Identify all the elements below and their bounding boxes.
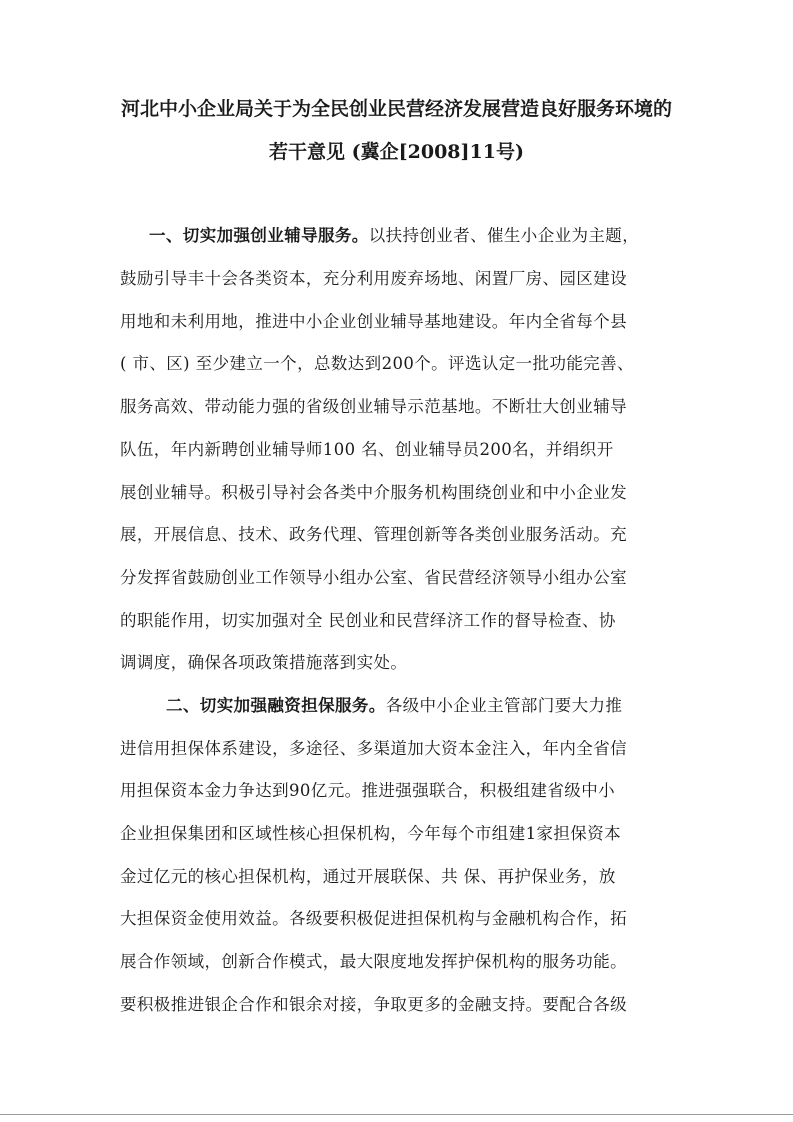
paragraph-line: 分发挥省鼓励创业工作领导小组办公室、省民营经济领导小组办公室 [120,568,627,587]
section-2-heading: 二、切实加强融资担保服务。 [166,696,386,715]
document-title-line-1: 河北中小企业局关于为全民创业民营经济发展营造良好服务环境的 [120,98,672,120]
paragraph-line: 展，开展信息、技术、政务代理、管理创新等各类创业服务活动。充 [120,525,627,544]
section-1-first-line [149,224,680,248]
page-bottom-divider [0,1114,793,1115]
paragraph-line: 要积极推进银企合作和银余对接，争取更多的金融支持。要配合各级 [120,995,627,1014]
paragraph-line: 服务高效、带动能力强的省级创业辅导示范基地。不断壮大创业辅导 [120,397,627,416]
paragraph-line: 鼓励引导丰十会各类资本，充分利用废弃场地、闲置厂房、园区建设 [120,269,627,288]
paragraph-line: 队伍，年内新聘创业辅导师100 名、创业辅导员200名，并绢织开 [120,440,614,459]
paragraph-line: 用地和未利用地，推进中小企业创业辅导基地建设。年内全省每个县 [120,312,627,331]
paragraph-line: 展合作领域，创新合作模式，最大限度地发挥护保机构的服务功能。 [120,952,627,971]
paragraph-line: 的职能作用，切实加强对全 民创业和民营绎济工作的督导检查、协 [120,611,616,630]
paragraph-line: 大担保资金使用效益。各级要积极促进担保机构与金融机构合作，拓 [120,909,627,928]
paragraph-line: 用担保资本金力争达到90亿元。推进强强联合，积极组建省级中小 [120,781,615,800]
paragraph-line: 企业担保集团和区域性核心担保机构，今年每个市组建1家担保资本 [120,824,621,843]
document-title-line-2: 若干意见 (冀企[2008]11号) [269,141,524,163]
paragraph-text: 以扶持创业者、催生小企业为主题， [368,226,640,245]
section-1-heading: 一、切实加强创业辅导服务。 [149,226,369,245]
paragraph-line: 进信用担保体系建设，多途径、多渠道加大资本金注入，年内全省信 [120,739,627,758]
paragraph-text: 各级中小企业主管部门要大力推 [385,696,623,715]
paragraph-line: 展创业辅导。积极引导衬会各类中介服务机构围绕创业和中小企业发 [120,483,627,502]
paragraph-line: ( 市、区) 至少建立一个，总数达到200个。评选认定一批功能完善、 [120,354,634,373]
section-2-first-line [166,694,680,718]
paragraph-line: 调调度，确保各项政策措施落到实处。 [120,653,408,672]
paragraph-line: 金过亿元的核心担保机构，通过开展联保、共 保、再护保业务，放 [120,867,616,886]
